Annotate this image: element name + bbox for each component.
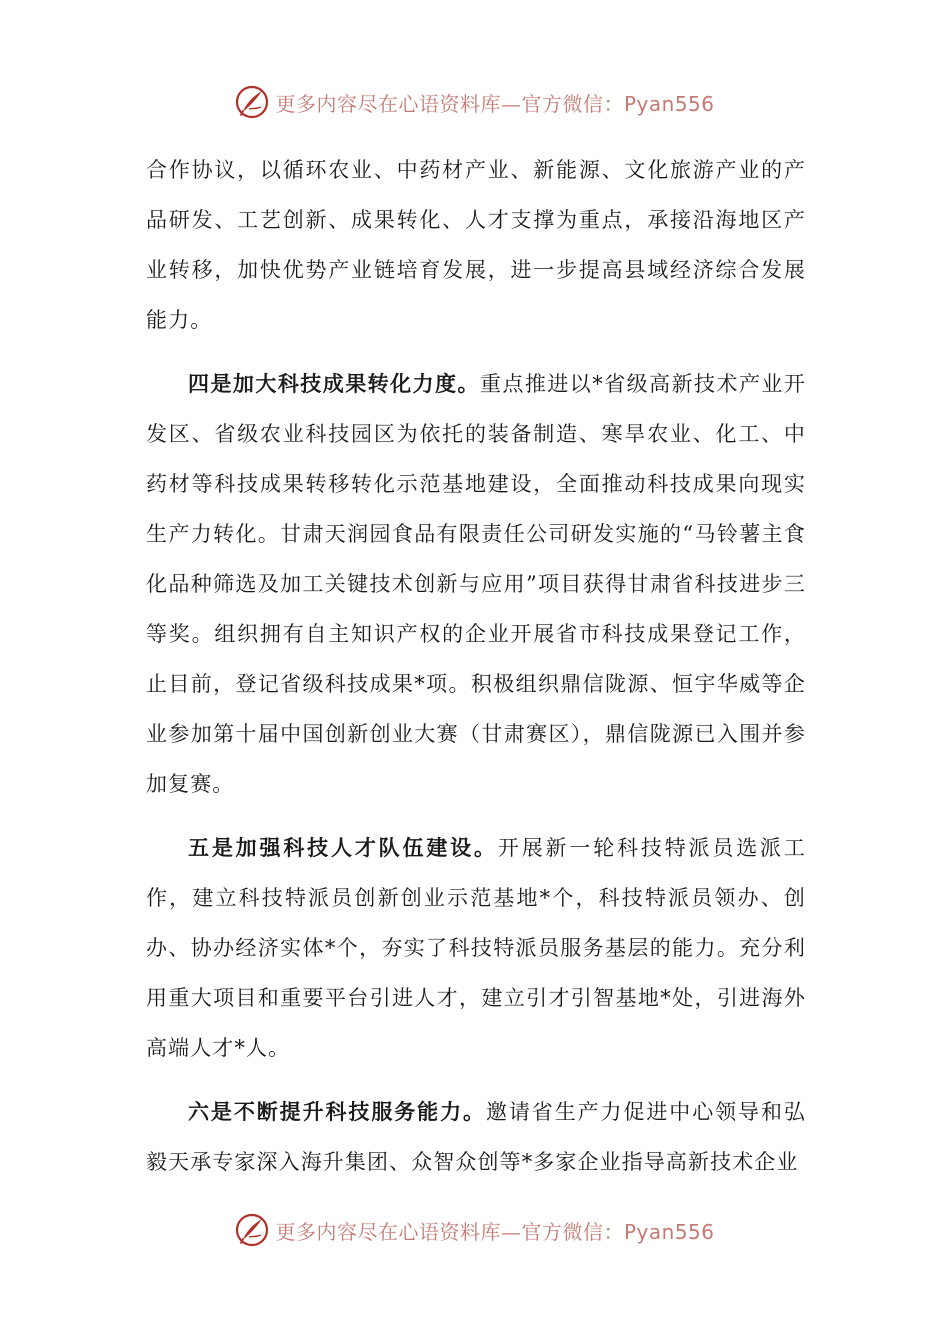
header-banner — [0, 82, 950, 122]
wechat-id: Pyan556 — [623, 1219, 715, 1244]
banner-text: 更多内容尽在心语资料库—官方微信：Pyan556 — [275, 91, 715, 116]
document-body — [146, 145, 806, 1187]
paragraph-lead: 五是加强科技人才队伍建设。 — [188, 835, 498, 860]
paragraph-item-6 — [146, 1087, 806, 1187]
paragraph-lead: 四是加大科技成果转化力度。 — [188, 371, 480, 396]
footer-banner — [0, 1210, 950, 1250]
paragraph-lead: 六是不断提升科技服务能力。 — [188, 1099, 486, 1124]
paragraph-body: 开展新一轮科技特派员选派工作，建立科技特派员创新创业示范基地*个，科技特派员领办、创办、协办经济实体*个，夯实了科技特派员服务基层的能力。充分利用重大项目和重要平台引进人才，建立引才引智基地*处，引进海外高端人才*人。 — [146, 836, 806, 1060]
paragraph-item-5 — [146, 823, 806, 1073]
paragraph-item-4 — [146, 359, 806, 809]
paragraph-body: 重点推进以*省级高新技术产业开发区、省级农业科技园区为依托的装备制造、寒旱农业、化工、中药材等科技成果转移转化示范基地建设，全面推动科技成果向现实生产力转化。甘肃天润园食品有限责任公司研发实施的“马铃薯主食化品种筛选及加工关键技术创新与应用”项目获得甘肃省科技进步三等奖。组织拥有自主知识产权的企业开展省市科技成果登记工作，止目前，登记省级科技成果*项。积极组织鼎信陇源、恒宇华威等企业参加第十届中国创新创业大赛（甘肃赛区），鼎信陇源已入围并参加复赛。 — [146, 372, 806, 796]
paragraph-body: 合作协议，以循环农业、中药材产业、新能源、文化旅游产业的产品研发、工艺创新、成果转化、人才支撑为重点，承接沿海地区产业转移，加快优势产业链培育发展，进一步提高县域经济综合发展能力。 — [146, 158, 806, 332]
paragraph-body: 邀请省生产力促进中心领导和弘毅天承专家深入海升集团、众智众创等*多家企业指导高新技术企业 — [146, 1100, 806, 1174]
quill-logo-icon — [235, 1213, 269, 1247]
banner-text: 更多内容尽在心语资料库—官方微信：Pyan556 — [275, 1219, 715, 1244]
paragraph-continuation — [146, 145, 806, 345]
wechat-id: Pyan556 — [623, 91, 715, 116]
quill-logo-icon — [235, 85, 269, 119]
